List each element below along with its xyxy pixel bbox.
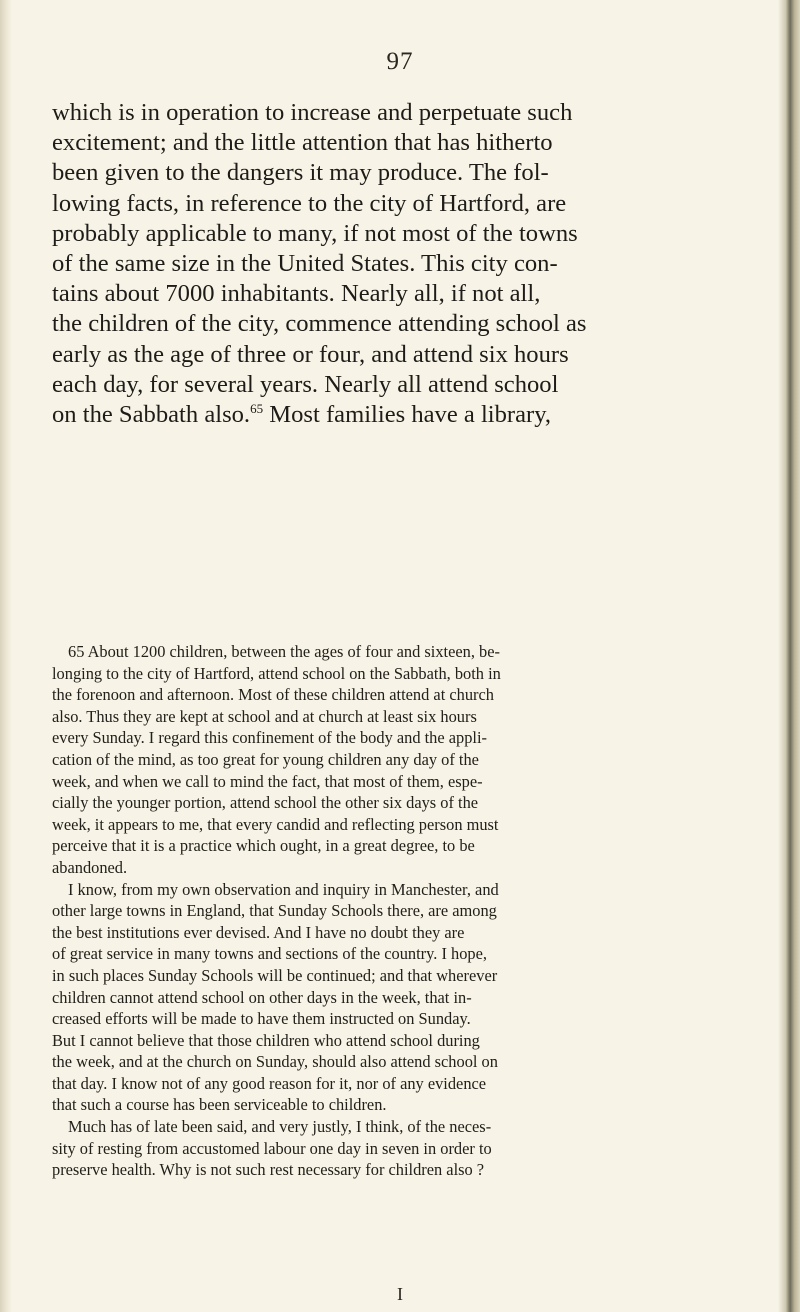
footnote-line: sity of resting from accustomed labour one day in seven in order to — [52, 1138, 492, 1158]
text-line: early as the age of three or four, and attend six hours — [52, 340, 569, 368]
footnote-line: But I cannot believe that those children who attend school during — [52, 1030, 480, 1050]
footnote-line: in such places Sunday Schools will be continued; and that wherever — [52, 965, 498, 985]
signature-mark: I — [397, 1284, 403, 1304]
footnote-line: that such a course has been serviceable to children. — [52, 1095, 387, 1115]
footnote-line: perceive that it is a practice which ought, in a great degree, to be — [52, 836, 475, 856]
page-edge-shadow — [778, 0, 800, 1312]
text-line: been given to the dangers it may produce. The fol- — [52, 159, 549, 187]
main-paragraph — [52, 98, 752, 430]
footnote-line: the week, and at the church on Sunday, should also attend school on — [52, 1052, 498, 1072]
text-line: each day, for several years. Nearly all attend school — [52, 370, 559, 398]
footnote-line: abandoned. — [52, 857, 128, 877]
footnote-line: every Sunday. I regard this confinement of the body and the appli- — [52, 728, 487, 748]
text-line: lowing facts, in reference to the city of Hartford, are — [52, 189, 567, 217]
footnote-line: the best institutions ever devised. And I have no doubt they are — [52, 922, 465, 942]
page-number: 97 — [386, 48, 414, 75]
footnote-line: week, and when we call to mind the fact, that most of them, espe- — [52, 771, 483, 791]
footnote-marker: 65 — [250, 400, 264, 416]
text-line-last — [52, 400, 752, 430]
text-line: probably applicable to many, if not most of the towns — [52, 219, 578, 247]
text-line: the children of the city, commence attending school as — [52, 310, 587, 338]
footnote-line: of great service in many towns and sections of the country. I hope, — [52, 944, 487, 964]
footnote-line: cially the younger portion, attend school the other six days of the — [52, 793, 479, 813]
text-line: which is in operation to increase and perpetuate such — [52, 99, 573, 126]
footnote — [52, 641, 754, 1181]
footnote-line: other large towns in England, that Sunday Schools there, are among — [52, 901, 497, 921]
footnote-line: creased efforts will be made to have them instructed on Sunday. — [52, 1009, 471, 1029]
text-line: excitement; and the little attention that has hitherto — [52, 129, 553, 157]
footnote-line: Much has of late been said, and very justly, I think, of the neces- — [68, 1117, 492, 1137]
text-before-footnote-marker: on the Sabbath also. — [52, 401, 251, 429]
footnote-line: longing to the city of Hartford, attend school on the Sabbath, both in — [52, 663, 501, 683]
footnote-line: also. Thus they are kept at school and at church at least six hours — [52, 706, 477, 726]
text-after-footnote-marker: Most families have a library, — [263, 401, 552, 429]
text-line: of the same size in the United States. This city con- — [52, 250, 558, 278]
footnote-line: I know, from my own observation and inquiry in Manchester, and — [68, 879, 499, 899]
footnote-line: cation of the mind, as too great for young children any day of the — [52, 749, 479, 769]
page-gutter-shadow — [0, 0, 12, 1312]
footnote-line: the forenoon and afternoon. Most of these children attend at church — [52, 685, 494, 705]
footnote-line: preserve health. Why is not such rest necessary for children also ? — [52, 1160, 485, 1180]
footnote-line: 65 About 1200 children, between the ages of four and sixteen, be- — [68, 642, 500, 661]
footnote-line: week, it appears to me, that every candid and reflecting person must — [52, 814, 499, 834]
footnote-line: that day. I know not of any good reason for it, nor of any evidence — [52, 1073, 487, 1093]
text-line: tains about 7000 inhabitants. Nearly all, if not all, — [52, 280, 541, 308]
footnote-line: children cannot attend school on other days in the week, that in- — [52, 987, 472, 1007]
